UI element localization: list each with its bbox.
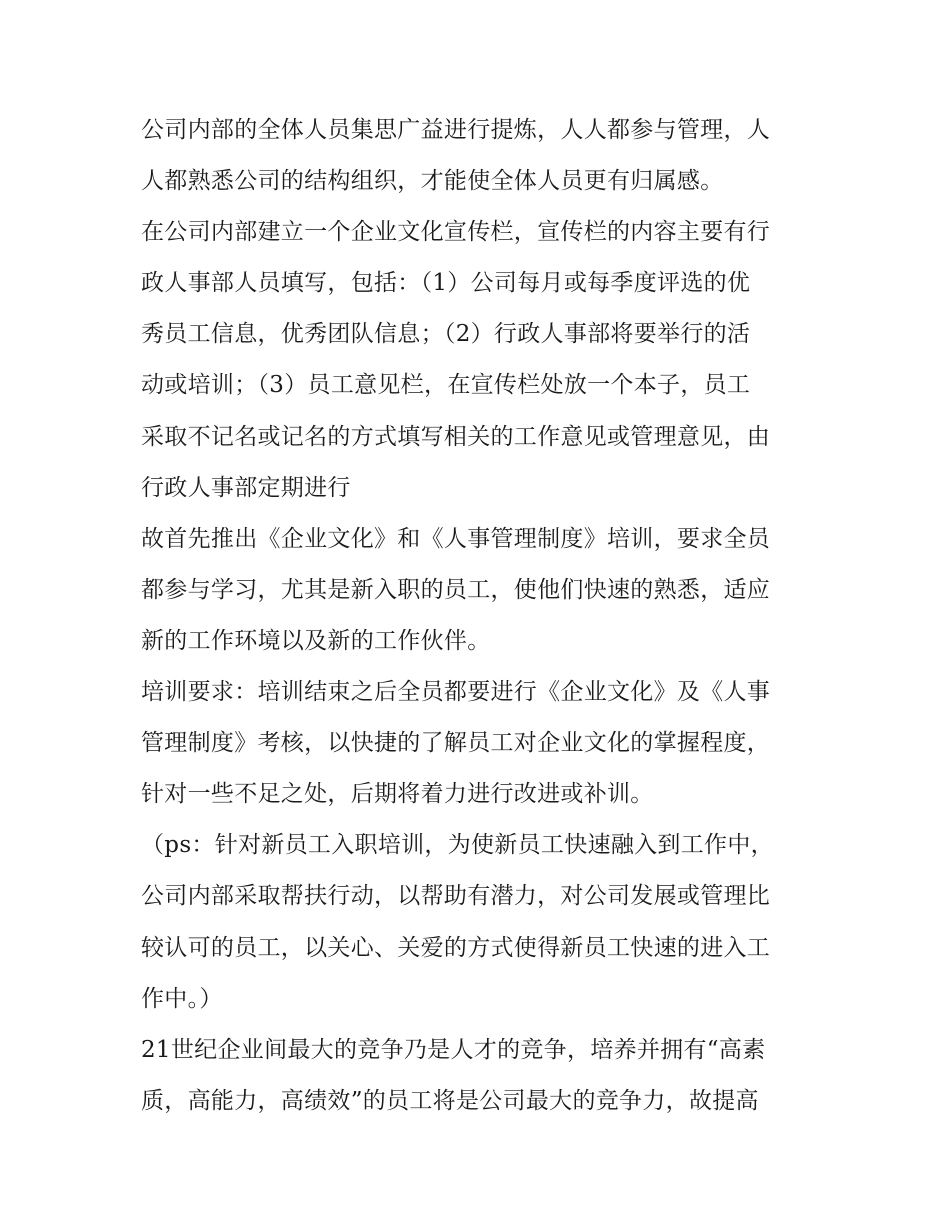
text-line: 行政人事部定期进行 xyxy=(141,474,351,501)
text-line: （ps：针对新员工入职培训，为使新员工快速融入到工作中， xyxy=(141,832,774,859)
text-line: 采取不记名或记名的方式填写相关的工作意见或管理意见，由 xyxy=(141,423,771,450)
text-line: 管理制度》考核，以快捷的了解员工对企业文化的掌握程度， xyxy=(141,730,771,757)
text-line: 动或培训；（3）员工意见栏，在宣传栏处放一个本子，员工 xyxy=(141,372,751,399)
text-line: 较认可的员工，以关心、关爱的方式使得新员工快速的进入工 xyxy=(141,934,771,961)
text-line: 培训要求：培训结束之后全员都要进行《企业文化》及《人事 xyxy=(141,679,771,706)
text-line: 作中。） xyxy=(141,985,223,1012)
text-line: 在公司内部建立一个企业文化宣传栏，宣传栏的内容主要有行 xyxy=(141,219,771,246)
text-line: 政人事部人员填写，包括：（1）公司每月或每季度评选的优 xyxy=(141,270,751,297)
text-line: 都参与学习，尤其是新入职的员工，使他们快速的熟悉，适应 xyxy=(141,576,771,603)
text-line: 21世纪企业间最大的竞争乃是人才的竞争，培养并拥有“高素 xyxy=(141,1036,766,1063)
text-line: 新的工作环境以及新的工作伙伴。 xyxy=(141,627,491,654)
text-line: 秀员工信息，优秀团队信息；（2）行政人事部将要举行的活 xyxy=(141,321,751,348)
text-line: 人都熟悉公司的结构组织，才能使全体人员更有归属感。 xyxy=(141,168,724,195)
text-line: 公司内部的全体人员集思广益进行提炼，人人都参与管理，人 xyxy=(141,117,771,143)
text-line: 质，高能力，高绩效”的员工将是公司最大的竞争力，故提高 xyxy=(141,1087,759,1114)
text-line: 公司内部采取帮扶行动，以帮助有潜力，对公司发展或管理比 xyxy=(141,883,771,910)
document-body xyxy=(141,105,821,1127)
text-line: 针对一些不足之处，后期将着力进行改进或补训。 xyxy=(141,781,654,808)
text-line: 故首先推出《企业文化》和《人事管理制度》培训，要求全员 xyxy=(141,525,771,552)
